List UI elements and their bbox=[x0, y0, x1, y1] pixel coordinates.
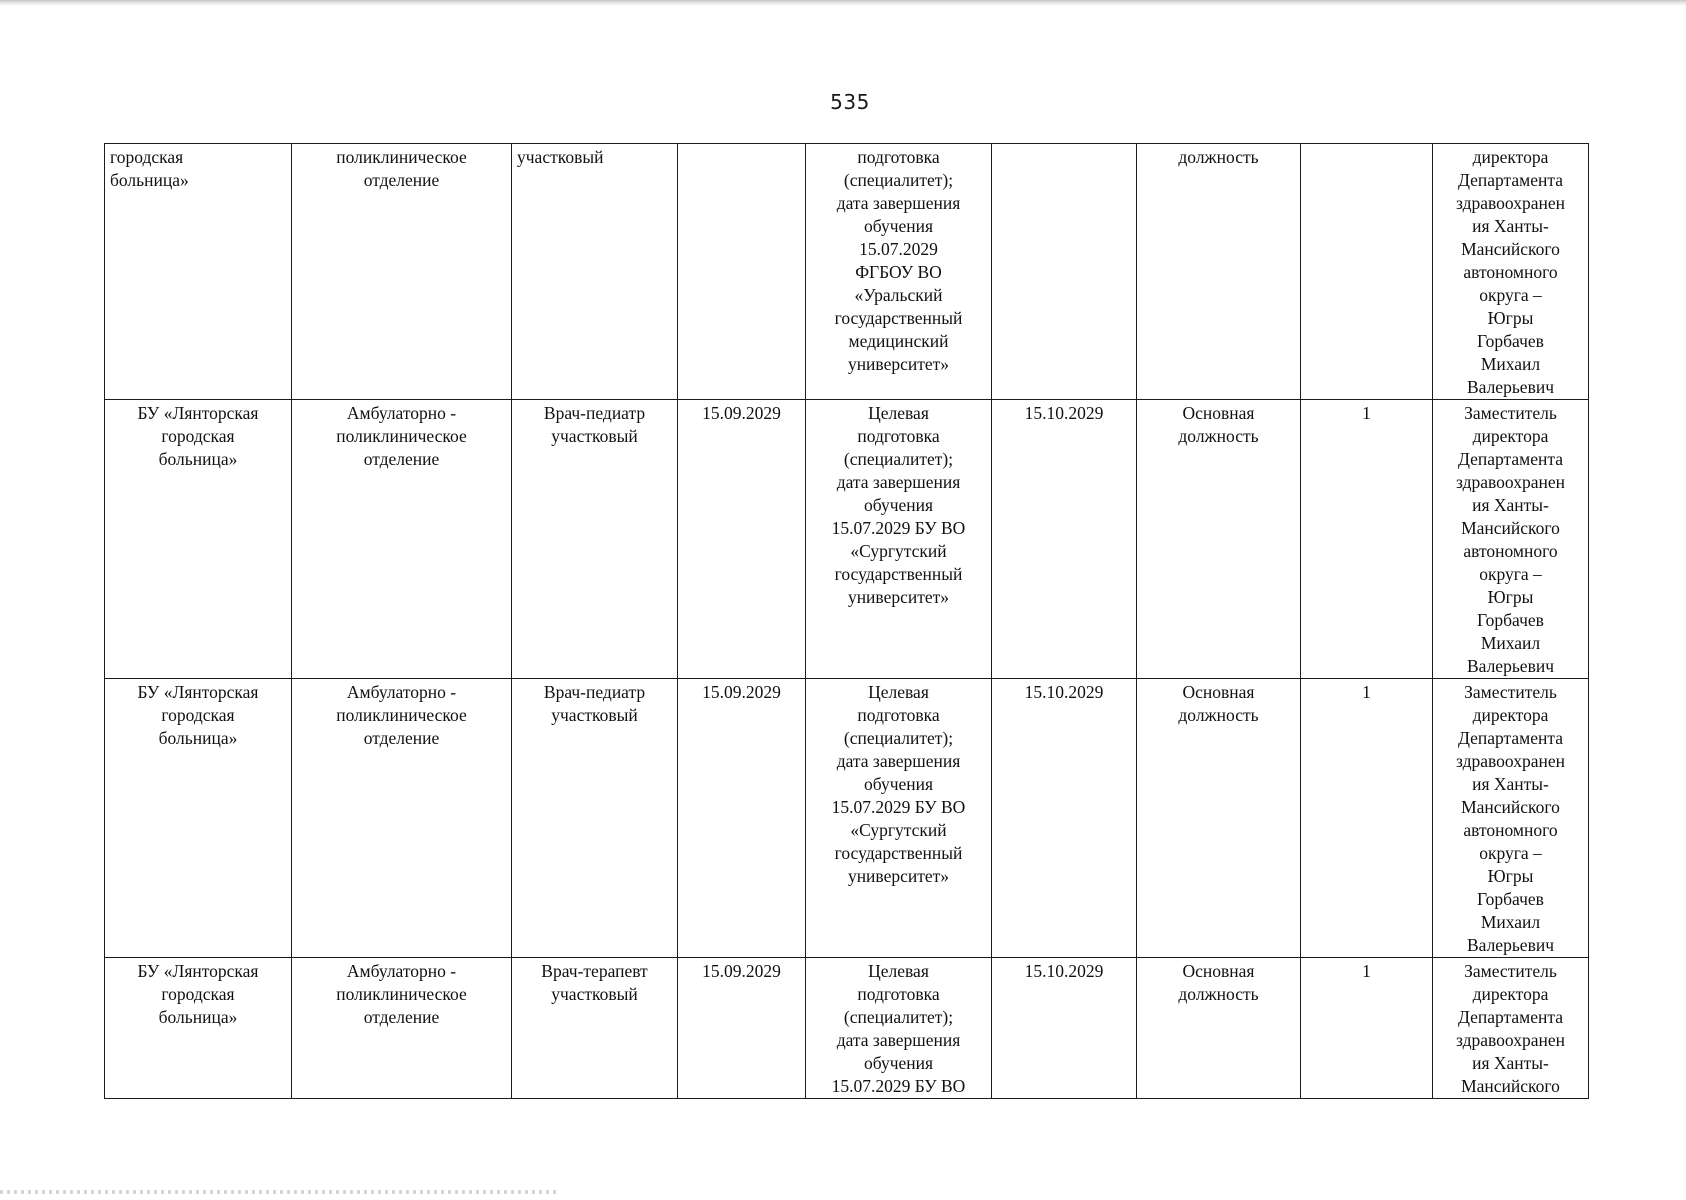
table-row bbox=[105, 958, 1589, 1099]
cell-line: поликлиническое bbox=[336, 705, 467, 725]
cell-line: Мансийского bbox=[1461, 1076, 1560, 1096]
cell-line: городская bbox=[161, 705, 235, 725]
cell-line: должность bbox=[1178, 705, 1259, 725]
count-cell: 1 bbox=[1301, 679, 1433, 958]
cell-line: городская bbox=[110, 147, 184, 167]
cell-line: должность bbox=[1178, 426, 1259, 446]
cell-line: Департамента bbox=[1457, 1007, 1564, 1027]
organization-cell bbox=[105, 400, 292, 679]
cell-line: (специалитет); bbox=[843, 449, 954, 469]
position-cell bbox=[512, 400, 678, 679]
cell-line: (специалитет); bbox=[843, 1007, 954, 1027]
count-cell bbox=[1301, 144, 1433, 400]
cell-line: 15.07.2029 bbox=[859, 239, 938, 259]
cell-line: должность bbox=[1178, 984, 1259, 1004]
scan-edge-bottom bbox=[0, 1190, 560, 1194]
department-cell bbox=[292, 679, 512, 958]
cell-line: директора bbox=[1472, 984, 1549, 1004]
signatory-cell bbox=[1433, 400, 1589, 679]
cell-line: подготовка bbox=[857, 147, 940, 167]
cell-line: БУ «Лянторская bbox=[137, 403, 259, 423]
cell-line: «Уральский bbox=[854, 285, 943, 305]
cell-line: участковый bbox=[517, 147, 604, 167]
cell-line: Горбачев bbox=[1477, 889, 1544, 909]
cell-line: обучения bbox=[863, 774, 934, 794]
job-type-cell bbox=[1137, 958, 1301, 1099]
cell-line: государственный bbox=[834, 843, 963, 863]
cell-line: ия Ханты- bbox=[1472, 216, 1549, 236]
cell-line: Основная bbox=[1182, 403, 1255, 423]
cell-line: округа – bbox=[1479, 564, 1542, 584]
page-number: 535 bbox=[830, 90, 870, 114]
cell-line: директора bbox=[1472, 147, 1549, 167]
date-start-cell: 15.09.2029 bbox=[678, 400, 806, 679]
cell-line: Врач-терапевт bbox=[541, 961, 648, 981]
cell-line: Департамента bbox=[1457, 170, 1564, 190]
count-cell: 1 bbox=[1301, 400, 1433, 679]
cell-line: Валерьевич bbox=[1466, 935, 1555, 955]
cell-line: Михаил bbox=[1480, 354, 1541, 374]
cell-line: Амбулаторно - bbox=[346, 403, 457, 423]
cell-line: больница» bbox=[158, 728, 238, 748]
date-end-cell: 15.10.2029 bbox=[992, 400, 1137, 679]
cell-line: Департамента bbox=[1457, 449, 1564, 469]
cell-line: директора bbox=[1472, 426, 1549, 446]
cell-line: Врач-педиатр bbox=[543, 682, 646, 702]
cell-line: автономного bbox=[1463, 262, 1558, 282]
cell-line: автономного bbox=[1463, 820, 1558, 840]
cell-line: Мансийского bbox=[1461, 797, 1560, 817]
date-end-cell: 15.10.2029 bbox=[992, 958, 1137, 1099]
cell-line: Целевая bbox=[868, 961, 929, 981]
cell-line: участковый bbox=[551, 426, 638, 446]
cell-line: округа – bbox=[1479, 843, 1542, 863]
cell-line: Валерьевич bbox=[1466, 656, 1555, 676]
cell-line: городская bbox=[161, 426, 235, 446]
organization-cell bbox=[105, 144, 292, 400]
date-end-cell bbox=[992, 144, 1137, 400]
position-cell bbox=[512, 144, 678, 400]
cell-line: (специалитет); bbox=[843, 170, 954, 190]
cell-line: Заместитель bbox=[1464, 961, 1557, 981]
cell-line: Мансийского bbox=[1461, 518, 1560, 538]
job-type-cell bbox=[1137, 400, 1301, 679]
cell-line: обучения bbox=[863, 216, 934, 236]
cell-line: здравоохранен bbox=[1456, 751, 1565, 771]
cell-line: автономного bbox=[1463, 541, 1558, 561]
department-cell bbox=[292, 400, 512, 679]
cell-line: 15.07.2029 БУ ВО bbox=[831, 797, 966, 817]
cell-line: дата завершения bbox=[836, 1030, 961, 1050]
cell-line: обучения bbox=[863, 1053, 934, 1073]
table-row bbox=[105, 400, 1589, 679]
date-start-cell: 15.09.2029 bbox=[678, 679, 806, 958]
scan-edge-top bbox=[0, 0, 1686, 6]
signatory-cell bbox=[1433, 958, 1589, 1099]
training-cell bbox=[806, 958, 992, 1099]
cell-line: Основная bbox=[1182, 961, 1255, 981]
cell-line: подготовка bbox=[857, 705, 940, 725]
cell-line: обучения bbox=[863, 495, 934, 515]
job-type-cell bbox=[1137, 144, 1301, 400]
date-start-cell: 15.09.2029 bbox=[678, 958, 806, 1099]
organization-cell bbox=[105, 958, 292, 1099]
cell-line: подготовка bbox=[857, 984, 940, 1004]
cell-line: Югры bbox=[1487, 866, 1534, 886]
cell-line: Горбачев bbox=[1477, 331, 1544, 351]
cell-line: медицинский bbox=[848, 331, 949, 351]
organization-cell bbox=[105, 679, 292, 958]
position-cell bbox=[512, 679, 678, 958]
vacancy-table bbox=[104, 143, 1589, 1099]
cell-line: (специалитет); bbox=[843, 728, 954, 748]
table-body bbox=[105, 144, 1589, 1099]
cell-line: Целевая bbox=[868, 682, 929, 702]
date-start-cell bbox=[678, 144, 806, 400]
cell-line: БУ «Лянторская bbox=[137, 961, 259, 981]
position-cell bbox=[512, 958, 678, 1099]
cell-line: Мансийского bbox=[1461, 239, 1560, 259]
table-row bbox=[105, 679, 1589, 958]
cell-line: университет» bbox=[847, 866, 950, 886]
signatory-cell bbox=[1433, 679, 1589, 958]
training-cell bbox=[806, 144, 992, 400]
cell-line: ФГБОУ ВО bbox=[855, 262, 942, 282]
cell-line: ия Ханты- bbox=[1472, 495, 1549, 515]
training-cell bbox=[806, 400, 992, 679]
cell-line: здравоохранен bbox=[1456, 472, 1565, 492]
cell-line: здравоохранен bbox=[1456, 193, 1565, 213]
cell-line: должность bbox=[1178, 147, 1259, 167]
cell-line: отделение bbox=[363, 1007, 440, 1027]
cell-line: ия Ханты- bbox=[1472, 774, 1549, 794]
cell-line: директора bbox=[1472, 705, 1549, 725]
cell-line: участковый bbox=[551, 705, 638, 725]
cell-line: Валерьевич bbox=[1466, 377, 1555, 397]
date-end-cell: 15.10.2029 bbox=[992, 679, 1137, 958]
cell-line: дата завершения bbox=[836, 472, 961, 492]
cell-line: 15.07.2029 БУ ВО bbox=[831, 1076, 966, 1096]
training-cell bbox=[806, 679, 992, 958]
cell-line: Заместитель bbox=[1464, 403, 1557, 423]
cell-line: отделение bbox=[363, 728, 440, 748]
cell-line: отделение bbox=[363, 170, 440, 190]
cell-line: Югры bbox=[1487, 587, 1534, 607]
cell-line: Михаил bbox=[1480, 912, 1541, 932]
cell-line: университет» bbox=[847, 354, 950, 374]
cell-line: Целевая bbox=[868, 403, 929, 423]
cell-line: городская bbox=[161, 984, 235, 1004]
cell-line: Горбачев bbox=[1477, 610, 1544, 630]
cell-line: Заместитель bbox=[1464, 682, 1557, 702]
signatory-cell bbox=[1433, 144, 1589, 400]
cell-line: Основная bbox=[1182, 682, 1255, 702]
cell-line: поликлиническое bbox=[336, 984, 467, 1004]
cell-line: дата завершения bbox=[836, 193, 961, 213]
cell-line: государственный bbox=[834, 308, 963, 328]
cell-line: поликлиническое bbox=[336, 147, 467, 167]
cell-line: Врач-педиатр bbox=[543, 403, 646, 423]
cell-line: округа – bbox=[1479, 285, 1542, 305]
cell-line: участковый bbox=[551, 984, 638, 1004]
cell-line: Департамента bbox=[1457, 728, 1564, 748]
cell-line: государственный bbox=[834, 564, 963, 584]
department-cell bbox=[292, 144, 512, 400]
cell-line: поликлиническое bbox=[336, 426, 467, 446]
cell-line: Амбулаторно - bbox=[346, 961, 457, 981]
cell-line: больница» bbox=[158, 1007, 238, 1027]
cell-line: здравоохранен bbox=[1456, 1030, 1565, 1050]
cell-line: ия Ханты- bbox=[1472, 1053, 1549, 1073]
cell-line: университет» bbox=[847, 587, 950, 607]
cell-line: дата завершения bbox=[836, 751, 961, 771]
cell-line: 15.07.2029 БУ ВО bbox=[831, 518, 966, 538]
count-cell: 1 bbox=[1301, 958, 1433, 1099]
cell-line: Михаил bbox=[1480, 633, 1541, 653]
department-cell bbox=[292, 958, 512, 1099]
job-type-cell bbox=[1137, 679, 1301, 958]
cell-line: «Сургутский bbox=[850, 820, 947, 840]
table-row bbox=[105, 144, 1589, 400]
cell-line: больница» bbox=[158, 449, 238, 469]
cell-line: «Сургутский bbox=[850, 541, 947, 561]
cell-line: отделение bbox=[363, 449, 440, 469]
cell-line: подготовка bbox=[857, 426, 940, 446]
cell-line: Югры bbox=[1487, 308, 1534, 328]
cell-line: Амбулаторно - bbox=[346, 682, 457, 702]
cell-line: БУ «Лянторская bbox=[137, 682, 259, 702]
cell-line: больница» bbox=[110, 170, 189, 190]
